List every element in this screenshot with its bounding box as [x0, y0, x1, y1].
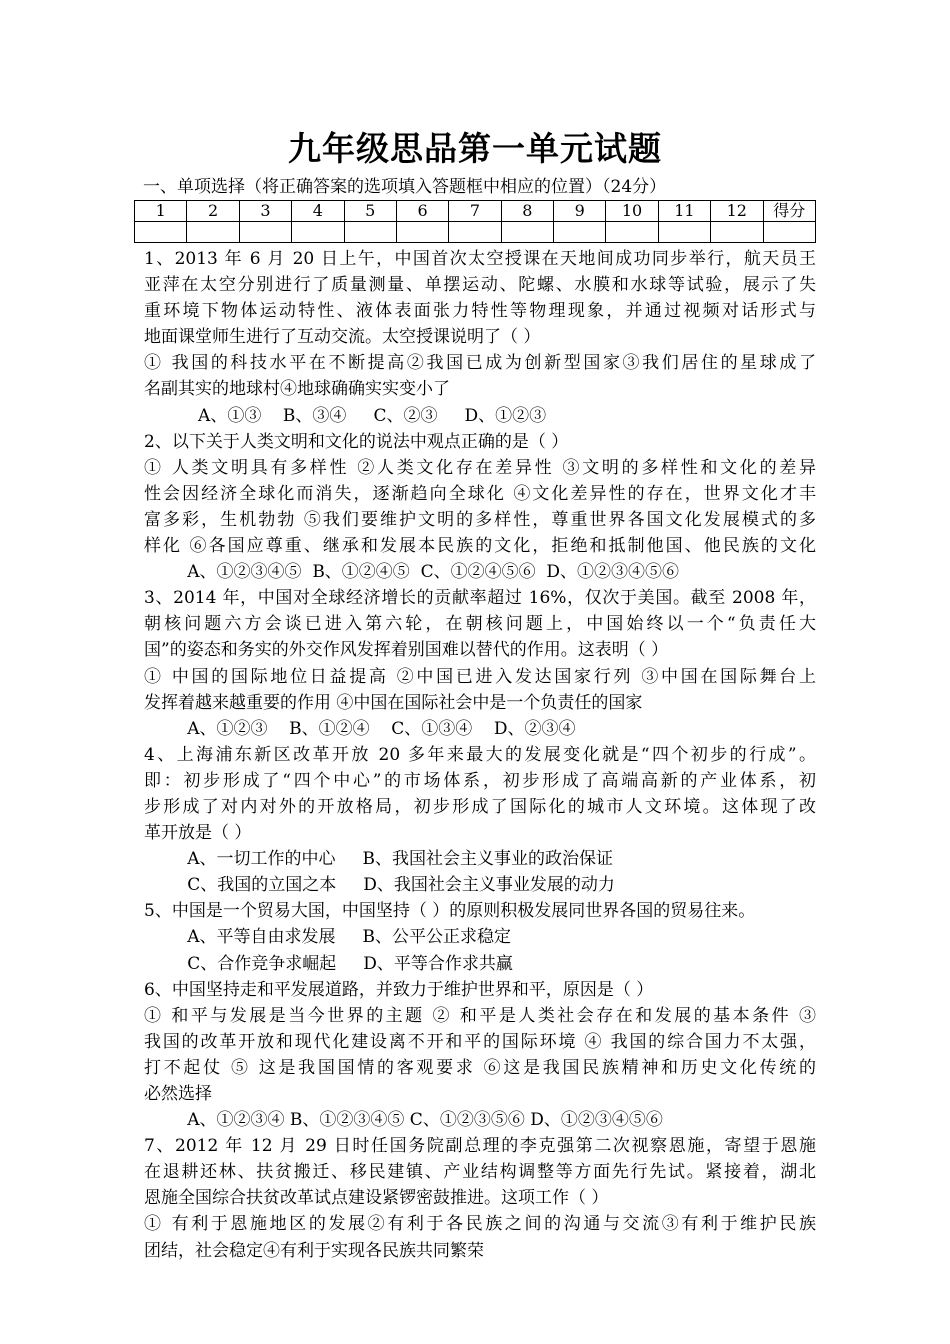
answer-col-header: 5: [344, 201, 396, 222]
answer-col-header: 12: [711, 201, 763, 222]
answer-col-header: 得分: [763, 201, 816, 222]
answer-options: C、我国的立国之本 D、我国社会主义事业发展的动力: [144, 875, 615, 896]
answer-cell[interactable]: [606, 222, 658, 243]
answer-options: A、①②③④⑤ B、①②④⑤ C、①②④⑤⑥ D、①②③④⑤⑥: [144, 562, 680, 583]
answer-col-header: 9: [554, 201, 606, 222]
answer-cell[interactable]: [135, 222, 187, 243]
answer-cell[interactable]: [187, 222, 239, 243]
answer-col-header: 8: [501, 201, 553, 222]
question-text-line: ① 中国的国际地位日益提高 ②中国已进入发达国家行列 ③中国在国际舞台上: [144, 666, 816, 687]
answer-col-header: 1: [135, 201, 187, 222]
question-text-line: 样化 ⑥各国应尊重、继承和发展本民族的文化，拒绝和抵制他国、他民族的文化: [144, 536, 816, 557]
answer-cell[interactable]: [658, 222, 710, 243]
question-text-line: 发挥着越来越重要的作用 ④中国在国际社会中是一个负责任的国家: [144, 692, 643, 713]
answer-col-header: 7: [449, 201, 501, 222]
question-text-line: 富多彩，生机勃勃 ⑤我们要维护文明的多样性，尊重世界各国文化发展模式的多: [144, 509, 816, 530]
question-text-line: 革开放是（ ）: [144, 823, 252, 844]
question-text-line: 朝核问题六方会谈已进入第六轮，在朝核问题上，中国始终以一个“负责任大: [144, 614, 816, 635]
question-text-line: ① 和平与发展是当今世界的主题 ② 和平是人类社会存在和发展的基本条件 ③: [144, 1005, 816, 1026]
question-text-line: 4、上海浦东新区改革开放 20 多年来最大的发展变化就是“四个初步的行成”。: [144, 744, 816, 765]
answer-cell[interactable]: [554, 222, 606, 243]
question-text-line: 步形成了对内对外的开放格局，初步形成了国际化的城市人文环境。这体现了改: [144, 796, 816, 817]
question-text-line: 我国的改革开放和现代化建设离不开和平的国际环境 ④ 我国的综合国力不太强，: [144, 1031, 816, 1052]
answer-cell[interactable]: [292, 222, 344, 243]
answer-cell[interactable]: [501, 222, 553, 243]
question-text-line: ① 人类文明具有多样性 ②人类文化存在差异性 ③文明的多样性和文化的差异: [144, 457, 816, 478]
answer-table-header-row: [135, 201, 816, 222]
question-text-line: 打不起仗 ⑤ 这是我国国情的客观要求 ⑥这是我国民族精神和历史文化传统的: [144, 1057, 816, 1078]
answer-options: A、平等自由求发展 B、公平公正求稳定: [144, 927, 512, 948]
question-text-line: 性会因经济全球化而消失，逐渐趋向全球化 ④文化差异性的存在，世界文化才丰: [144, 483, 816, 504]
answer-options: A、①②③④ B、①②③④⑤ C、①②③⑤⑥ D、①②③④⑤⑥: [144, 1110, 663, 1131]
question-text-line: 必然选择: [144, 1084, 212, 1104]
answer-col-header: 10: [606, 201, 658, 222]
answer-cell[interactable]: [711, 222, 763, 243]
answer-col-header: 3: [239, 201, 291, 222]
answer-cell[interactable]: [449, 222, 501, 243]
question-text-line: 2、以下关于人类文明和文化的说法中观点正确的是（ ）: [144, 431, 569, 452]
answer-col-header: 2: [187, 201, 239, 222]
question-text-line: 即：初步形成了“四个中心”的市场体系，初步形成了高端高新的产业体系，初: [144, 770, 816, 791]
question-text-line: 恩施全国综合扶贫改革试点建设紧锣密鼓推进。这项工作（ ）: [144, 1188, 609, 1209]
answer-options: C、合作竞争求崛起 D、平等合作求共赢: [144, 953, 513, 974]
answer-col-header: 4: [292, 201, 344, 222]
answer-cell[interactable]: [344, 222, 396, 243]
question-text-line: 7、2012 年 12 月 29 日时任国务院副总理的李克强第二次视察恩施，寄望于恩施: [144, 1136, 816, 1157]
question-text-line: 地面课堂师生进行了互动交流。太空授课说明了（ ）: [144, 327, 541, 348]
question-text-line: 名副其实的地球村④地球确确实实变小了: [144, 379, 450, 400]
page-title: 九年级思品第一单元试题: [288, 129, 662, 168]
question-text-line: 国”的姿态和务实的外交作风发挥着别国难以替代的作用。这表明（ ）: [144, 640, 669, 661]
question-text-line: 亚萍在太空分别进行了质量测量、单摆运动、陀螺、水膜和水球等试验，展示了失: [144, 275, 816, 296]
question-text-line: 5、中国是一个贸易大国，中国坚持（ ）的原则积极发展同世界各国的贸易往来。: [144, 901, 756, 922]
question-text-line: 6、中国坚持走和平发展道路，并致力于维护世界和平，原因是（ ）: [144, 979, 654, 1000]
question-text-line: 重环境下物体运动特性、液体表面张力特性等物理现象，并通过视频对话形式与: [144, 301, 816, 322]
answer-col-header: 11: [658, 201, 710, 222]
answer-col-header: 6: [396, 201, 448, 222]
answer-table-input-row: [135, 222, 816, 243]
answer-options: A、一切工作的中心 B、我国社会主义事业的政治保证: [144, 849, 614, 870]
answer-options: A、①②③ B、①②④ C、①③④ D、②③④: [144, 718, 576, 739]
answer-cell[interactable]: [239, 222, 291, 243]
question-text-line: ① 我国的科技水平在不断提高②我国已成为创新型国家③我们居住的星球成了: [144, 353, 816, 374]
answer-table: [134, 200, 816, 243]
question-text-line: 3、2014 年，中国对全球经济增长的贡献率超过 16%，仅次于美国。截至 2008 年，: [144, 588, 816, 609]
question-text-line: 1、2013 年 6 月 20 日上午，中国首次太空授课在天地间成功同步举行，航天员王: [144, 249, 816, 269]
question-text-line: 在退耕还林、扶贫搬迁、移民建镇、产业结构调整等方面先行先试。紧接着，湖北: [144, 1162, 816, 1183]
question-text-line: 团结，社会稳定④有利于实现各民族共同繁荣: [144, 1240, 484, 1261]
questions-body: [144, 246, 816, 1264]
score-cell[interactable]: [763, 222, 816, 243]
answer-options: A、①③ B、③④ C、②③ D、①②③: [144, 405, 547, 426]
section-heading: 一、单项选择（将正确答案的选项填入答题框中相应的位置）（24分）: [143, 177, 667, 197]
question-text-line: ① 有利于恩施地区的发展②有利于各民族之间的沟通与交流③有利于维护民族: [144, 1214, 816, 1235]
answer-cell[interactable]: [396, 222, 448, 243]
